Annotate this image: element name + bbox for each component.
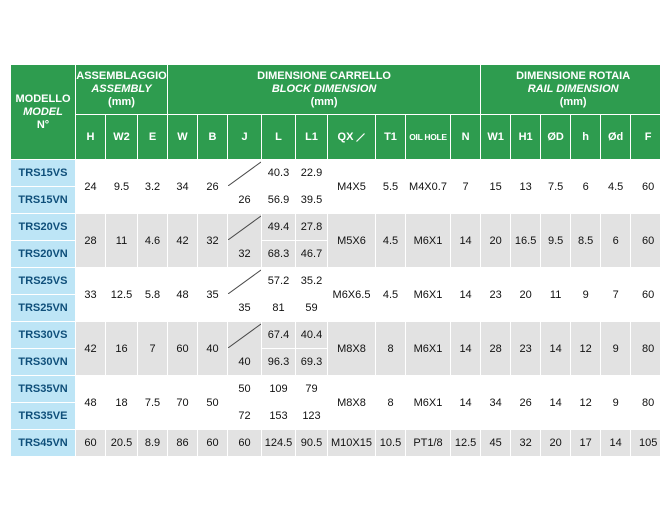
- table-row: [11, 160, 660, 187]
- col-Od: Ød: [601, 115, 631, 160]
- col-oil-hole: OIL HOLE: [406, 115, 451, 160]
- dimension-table: [10, 64, 660, 457]
- block-header: [168, 65, 481, 115]
- cell-w2: 9.5: [106, 160, 138, 214]
- col-OD: ØD: [541, 115, 571, 160]
- cell-e: 7: [138, 322, 168, 376]
- cell-t1: 10.5: [376, 430, 406, 457]
- cell-e: 3.2: [138, 160, 168, 214]
- cell-od: 14: [541, 376, 571, 430]
- cell-t1: 5.5: [376, 160, 406, 214]
- cell-od: 7.5: [541, 160, 571, 214]
- diagonal-slash-icon: [356, 133, 365, 142]
- cell-h1: 26: [511, 376, 541, 430]
- cell-l: 81: [262, 295, 296, 322]
- model-cell: TRS45VN: [11, 430, 76, 457]
- cell-h: 8.5: [571, 214, 601, 268]
- cell-w2: 12.5: [106, 268, 138, 322]
- cell-t1: 4.5: [376, 214, 406, 268]
- cell-l1: 69.3: [296, 349, 328, 376]
- cell-od: 4.5: [601, 160, 631, 214]
- col-W1: W1: [481, 115, 511, 160]
- table-row: [11, 268, 660, 295]
- cell-od: 14: [601, 430, 631, 457]
- cell-h1: 13: [511, 160, 541, 214]
- col-QX-label: QX: [337, 131, 354, 143]
- col-E: E: [138, 115, 168, 160]
- cell-t1: 8: [376, 376, 406, 430]
- model-cell: TRS35VN: [11, 376, 76, 403]
- cell-j: 72: [228, 403, 262, 430]
- cell-n: 7: [451, 160, 481, 214]
- cell-w1: 20: [481, 214, 511, 268]
- model-cell: TRS30VS: [11, 322, 76, 349]
- cell-j: [228, 268, 262, 322]
- cell-l: 67.4: [262, 322, 296, 349]
- diagonal-slash-icon: [228, 322, 261, 348]
- model-header-en: MODEL: [23, 105, 63, 118]
- rail-header-unit: (mm): [559, 96, 587, 108]
- cell-f: 105: [631, 430, 660, 457]
- cell-qx: M6X6.5: [328, 268, 376, 322]
- cell-f: 60: [631, 268, 660, 322]
- cell-j: [228, 160, 262, 214]
- cell-l: 56.9: [262, 187, 296, 214]
- block-header-en: BLOCK DIMENSION: [271, 83, 377, 95]
- cell-oil: M6X1: [406, 214, 451, 268]
- cell-l1: 79: [296, 376, 328, 403]
- cell-qx: M8X8: [328, 322, 376, 376]
- col-W: W: [168, 115, 198, 160]
- cell-h: 24: [76, 160, 106, 214]
- table-row: [11, 214, 660, 241]
- cell-h: 33: [76, 268, 106, 322]
- cell-w: 86: [168, 430, 198, 457]
- cell-l1: 39.5: [296, 187, 328, 214]
- diagonal-slash-icon: [228, 268, 261, 294]
- col-h: h: [571, 115, 601, 160]
- cell-w1: 34: [481, 376, 511, 430]
- model-cell: TRS30VN: [11, 349, 76, 376]
- cell-h: 6: [571, 160, 601, 214]
- cell-l: 57.2: [262, 268, 296, 295]
- cell-qx: M10X15: [328, 430, 376, 457]
- cell-l1: 40.4: [296, 322, 328, 349]
- cell-f: 60: [631, 214, 660, 268]
- cell-l: 109: [262, 376, 296, 403]
- model-cell: TRS20VN: [11, 241, 76, 268]
- col-QX: [328, 115, 376, 160]
- cell-od: 9: [601, 322, 631, 376]
- cell-h1: 32: [511, 430, 541, 457]
- col-H1: H1: [511, 115, 541, 160]
- col-L: L: [262, 115, 296, 160]
- cell-h: 60: [76, 430, 106, 457]
- cell-oil: M4X0.7: [406, 160, 451, 214]
- cell-qx: M4X5: [328, 160, 376, 214]
- model-cell: TRS15VS: [11, 160, 76, 187]
- col-J: J: [228, 115, 262, 160]
- table-row: [11, 376, 660, 403]
- cell-l1: 46.7: [296, 241, 328, 268]
- cell-w2: 20.5: [106, 430, 138, 457]
- cell-l1: 35.2: [296, 268, 328, 295]
- col-F: F: [631, 115, 660, 160]
- cell-od: 11: [541, 268, 571, 322]
- cell-w: 42: [168, 214, 198, 268]
- rail-header-it: DIMENSIONE ROTAIA: [516, 70, 631, 82]
- cell-w2: 16: [106, 322, 138, 376]
- cell-h: 28: [76, 214, 106, 268]
- cell-qx: M5X6: [328, 214, 376, 268]
- model-cell: TRS25VS: [11, 268, 76, 295]
- cell-w1: 15: [481, 160, 511, 214]
- col-W2: W2: [106, 115, 138, 160]
- cell-l: 68.3: [262, 241, 296, 268]
- cell-l1: 27.8: [296, 214, 328, 241]
- cell-b: 32: [198, 214, 228, 268]
- cell-f: 60: [631, 160, 660, 214]
- cell-od: 7: [601, 268, 631, 322]
- cell-h1: 23: [511, 322, 541, 376]
- cell-b: 26: [198, 160, 228, 214]
- cell-l: 153: [262, 403, 296, 430]
- model-header-no: N°: [36, 118, 50, 131]
- cell-w2: 18: [106, 376, 138, 430]
- cell-n: 14: [451, 268, 481, 322]
- cell-l1: 59: [296, 295, 328, 322]
- cell-j: [228, 322, 262, 376]
- cell-n: 14: [451, 214, 481, 268]
- cell-l1: 22.9: [296, 160, 328, 187]
- assembly-header-unit: (mm): [108, 96, 135, 108]
- cell-n: 14: [451, 322, 481, 376]
- cell-e: 7.5: [138, 376, 168, 430]
- cell-od: 6: [601, 214, 631, 268]
- col-T1: T1: [376, 115, 406, 160]
- cell-od: 20: [541, 430, 571, 457]
- cell-l: 124.5: [262, 430, 296, 457]
- cell-l: 96.3: [262, 349, 296, 376]
- block-header-it: DIMENSIONE CARRELLO: [257, 70, 391, 82]
- cell-l: 49.4: [262, 214, 296, 241]
- model-cell: TRS25VN: [11, 295, 76, 322]
- cell-l: 40.3: [262, 160, 296, 187]
- model-header-it: MODELLO: [15, 92, 71, 105]
- cell-f: 80: [631, 376, 660, 430]
- cell-b: 50: [198, 376, 228, 430]
- cell-oil: PT1/8: [406, 430, 451, 457]
- table-row: [11, 322, 660, 349]
- cell-j-value: 32: [238, 248, 251, 260]
- diagonal-slash-icon: [228, 214, 261, 240]
- cell-w: 34: [168, 160, 198, 214]
- model-cell: TRS35VE: [11, 403, 76, 430]
- cell-oil: M6X1: [406, 322, 451, 376]
- cell-w2: 11: [106, 214, 138, 268]
- assembly-header-it: ASSEMBLAGGIO: [76, 70, 167, 82]
- cell-h1: 16.5: [511, 214, 541, 268]
- cell-n: 14: [451, 376, 481, 430]
- cell-e: 5.8: [138, 268, 168, 322]
- cell-j-value: 40: [238, 356, 251, 368]
- cell-j: 50: [228, 376, 262, 403]
- cell-h: 12: [571, 376, 601, 430]
- cell-qx: M8X8: [328, 376, 376, 430]
- cell-b: 40: [198, 322, 228, 376]
- cell-od: 9.5: [541, 214, 571, 268]
- col-H: H: [76, 115, 106, 160]
- cell-j-value: 26: [238, 194, 251, 206]
- col-L1: L1: [296, 115, 328, 160]
- cell-h: 9: [571, 268, 601, 322]
- cell-w1: 45: [481, 430, 511, 457]
- cell-oil: M6X1: [406, 376, 451, 430]
- cell-h1: 20: [511, 268, 541, 322]
- rail-header-en: RAIL DIMENSION: [527, 83, 619, 95]
- cell-h: 17: [571, 430, 601, 457]
- cell-w: 70: [168, 376, 198, 430]
- cell-b: 60: [198, 430, 228, 457]
- cell-l1: 123: [296, 403, 328, 430]
- col-N: N: [451, 115, 481, 160]
- cell-h: 12: [571, 322, 601, 376]
- cell-w: 60: [168, 322, 198, 376]
- cell-j: 60: [228, 430, 262, 457]
- cell-n: 12.5: [451, 430, 481, 457]
- cell-e: 8.9: [138, 430, 168, 457]
- model-header: [11, 65, 76, 160]
- cell-h: 42: [76, 322, 106, 376]
- cell-e: 4.6: [138, 214, 168, 268]
- diagonal-slash-icon: [228, 160, 261, 186]
- cell-j-value: 35: [238, 302, 251, 314]
- cell-w: 48: [168, 268, 198, 322]
- assembly-header-en: ASSEMBLY: [91, 83, 152, 95]
- rail-header: [481, 65, 660, 115]
- table-row: [11, 430, 660, 457]
- assembly-header: [76, 65, 168, 115]
- cell-l1: 90.5: [296, 430, 328, 457]
- model-cell: TRS20VS: [11, 214, 76, 241]
- cell-w1: 28: [481, 322, 511, 376]
- col-B: B: [198, 115, 228, 160]
- cell-f: 80: [631, 322, 660, 376]
- model-cell: TRS15VN: [11, 187, 76, 214]
- cell-t1: 8: [376, 322, 406, 376]
- cell-w1: 23: [481, 268, 511, 322]
- cell-b: 35: [198, 268, 228, 322]
- cell-h: 48: [76, 376, 106, 430]
- cell-j: [228, 214, 262, 268]
- cell-oil: M6X1: [406, 268, 451, 322]
- block-header-unit: (mm): [310, 96, 338, 108]
- cell-od: 9: [601, 376, 631, 430]
- table-body: [11, 160, 660, 457]
- cell-od: 14: [541, 322, 571, 376]
- cell-t1: 4.5: [376, 268, 406, 322]
